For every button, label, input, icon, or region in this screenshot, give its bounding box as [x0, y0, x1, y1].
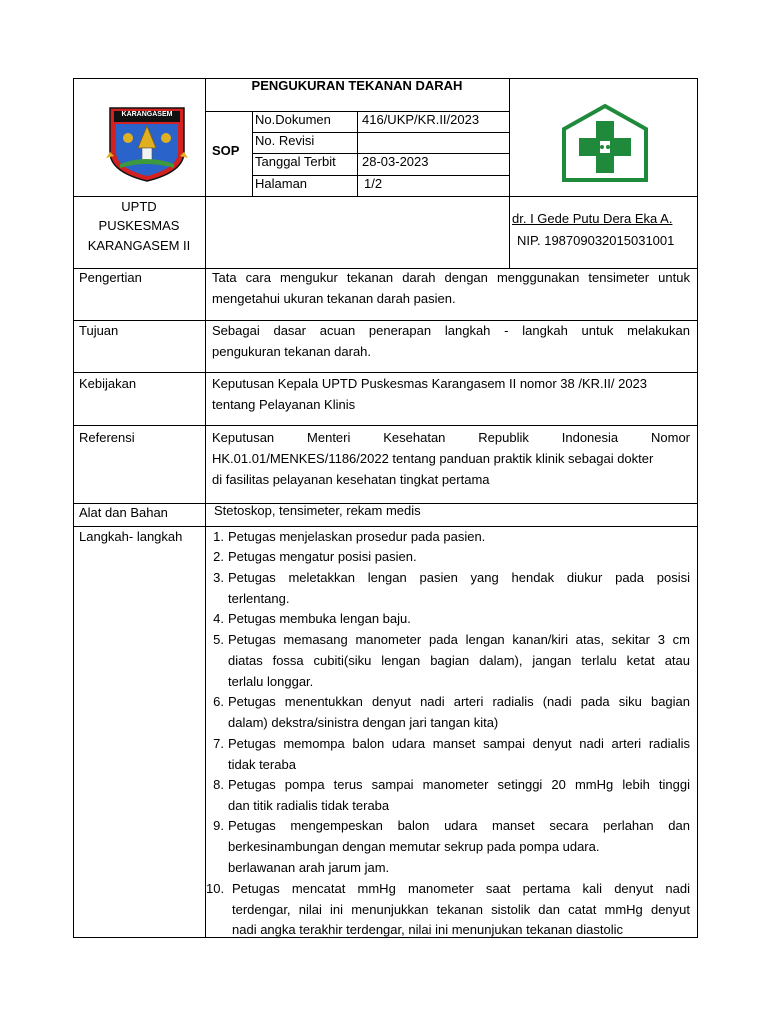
step-text: dalam) dekstra/sinistra dengan jari tangan kita) [228, 715, 499, 730]
step-number: 3. [213, 570, 224, 585]
table-border-right [697, 78, 698, 938]
step-text: Petugas pompa terus sampai manometer setinggi 20 mmHg lebih tinggi [228, 777, 690, 792]
section-label-pengertian: Pengertian [79, 270, 142, 285]
content-line: mengetahui ukuran tekanan darah pasien. [212, 291, 456, 306]
content-line: di fasilitas pelayanan kesehatan tingkat pertama [212, 472, 490, 487]
step-number: 7. [213, 736, 224, 751]
section-divider [73, 526, 698, 527]
section-label-alat-bahan: Alat dan Bahan [79, 505, 168, 520]
step-number: 9. [213, 818, 224, 833]
step-text: Petugas mencatat mmHg manometer saat pertama kali denyut nadi [232, 881, 690, 896]
step-text: Petugas mengatur posisi pasien. [228, 549, 417, 564]
page-label: Halaman [255, 176, 308, 191]
step-text: terlalu longgar. [228, 674, 314, 689]
section-label-referensi: Referensi [79, 430, 135, 445]
step-text: dan titik radialis tidak teraba [228, 798, 390, 813]
doc-number-value: 416/UKP/KR.II/2023 [362, 112, 480, 127]
header-bottom-divider [73, 268, 698, 269]
step-number: 6. [213, 694, 224, 709]
org-line: UPTD [121, 199, 157, 214]
step-text: diatas fossa cubiti(siku lengan bagian dalam), jangan terlalu ketat atau [228, 653, 690, 668]
doc-number-label: No.Dokumen [255, 112, 331, 127]
section-label-langkah: Langkah- langkah [79, 529, 183, 544]
step-number: 2. [213, 549, 224, 564]
karangasem-crest-logo [106, 106, 188, 182]
step-text: berkesinambungan dengan memutar sekrup pada pompa udara. [228, 839, 600, 854]
signer-nip: NIP. 198709032015031001 [517, 233, 675, 248]
content-line: tentang Pelayanan Klinis [212, 397, 356, 412]
content-line: Tata cara mengukur tekanan darah dengan menggunakan tensimeter untuk [212, 270, 690, 285]
signer-name: dr. I Gede Putu Dera Eka A. [512, 211, 673, 226]
step-text: Petugas memasang manometer pada lengan kanan/kiri atas, sekitar 3 cm [228, 632, 690, 647]
step-text: Petugas mengempeskan balon udara manset secara perlahan dan [228, 818, 690, 833]
step-text: Petugas membuka lengan baju. [228, 611, 411, 626]
header-divider-right [509, 78, 510, 268]
content-line: pengukuran tekanan darah. [212, 344, 372, 359]
step-text: terlentang. [228, 591, 290, 606]
page-value: 1/2 [364, 176, 383, 191]
content-line: Keputusan Menteri Kesehatan Republik Indonesia Nomor [212, 430, 690, 445]
step-number: 8. [213, 777, 224, 792]
step-number: 5. [213, 632, 224, 647]
section-divider [73, 425, 698, 426]
crest-banner-text: KARANGASEM [121, 111, 173, 118]
publish-date-value: 28-03-2023 [362, 154, 429, 169]
puskesmas-logo [562, 103, 648, 183]
section-divider [73, 320, 698, 321]
step-text: Petugas menentukkan denyut nadi arteri radialis (nadi pada siku bagian [228, 694, 690, 709]
step-number: 1. [213, 529, 224, 544]
step-text: nadi angka terakhir terdengar, nilai ini menunjukan tekanan diastolic [232, 922, 623, 937]
body-column-divider [205, 268, 206, 938]
section-divider [73, 372, 698, 373]
org-line: PUSKESMAS [98, 218, 180, 233]
step-text: Petugas menjelaskan prosedur pada pasien. [228, 529, 486, 544]
content-line: Sebagai dasar acuan penerapan langkah - langkah untuk melakukan [212, 323, 690, 338]
step-number: 10. [206, 881, 225, 896]
step-text: terdengar, nilai ini menunjukkan tekanan sistolik dan catat mmHg denyut [232, 902, 690, 917]
section-content-alat-bahan: Stetoskop, tensimeter, rekam medis [214, 503, 421, 518]
section-label-kebijakan: Kebijakan [79, 376, 137, 391]
revision-label: No. Revisi [255, 133, 315, 148]
step-text: Petugas memompa balon udara manset sampai denyut nadi arteri radialis [228, 736, 690, 751]
step-number: 4. [213, 611, 224, 626]
sop-label: SOP [212, 143, 240, 158]
section-label-tujuan: Tujuan [79, 323, 119, 338]
header-divider-left [205, 78, 206, 268]
step-text: tidak teraba [228, 757, 296, 772]
document-title: PENGUKURAN TEKANAN DARAH [251, 78, 463, 93]
step-text: berlawanan arah jarum jam. [228, 860, 390, 875]
content-line: HK.01.01/MENKES/1186/2022 tentang panduan praktik klinik sebagai dokter [212, 451, 654, 466]
org-line: KARANGASEM II [87, 238, 191, 253]
publish-date-label: Tanggal Terbit [255, 154, 336, 169]
content-line: Keputusan Kepala UPTD Puskesmas Karangasem II nomor 38 /KR.II/ 2023 [212, 376, 648, 391]
step-text: Petugas meletakkan lengan pasien yang hendak diukur pada posisi [228, 570, 690, 585]
